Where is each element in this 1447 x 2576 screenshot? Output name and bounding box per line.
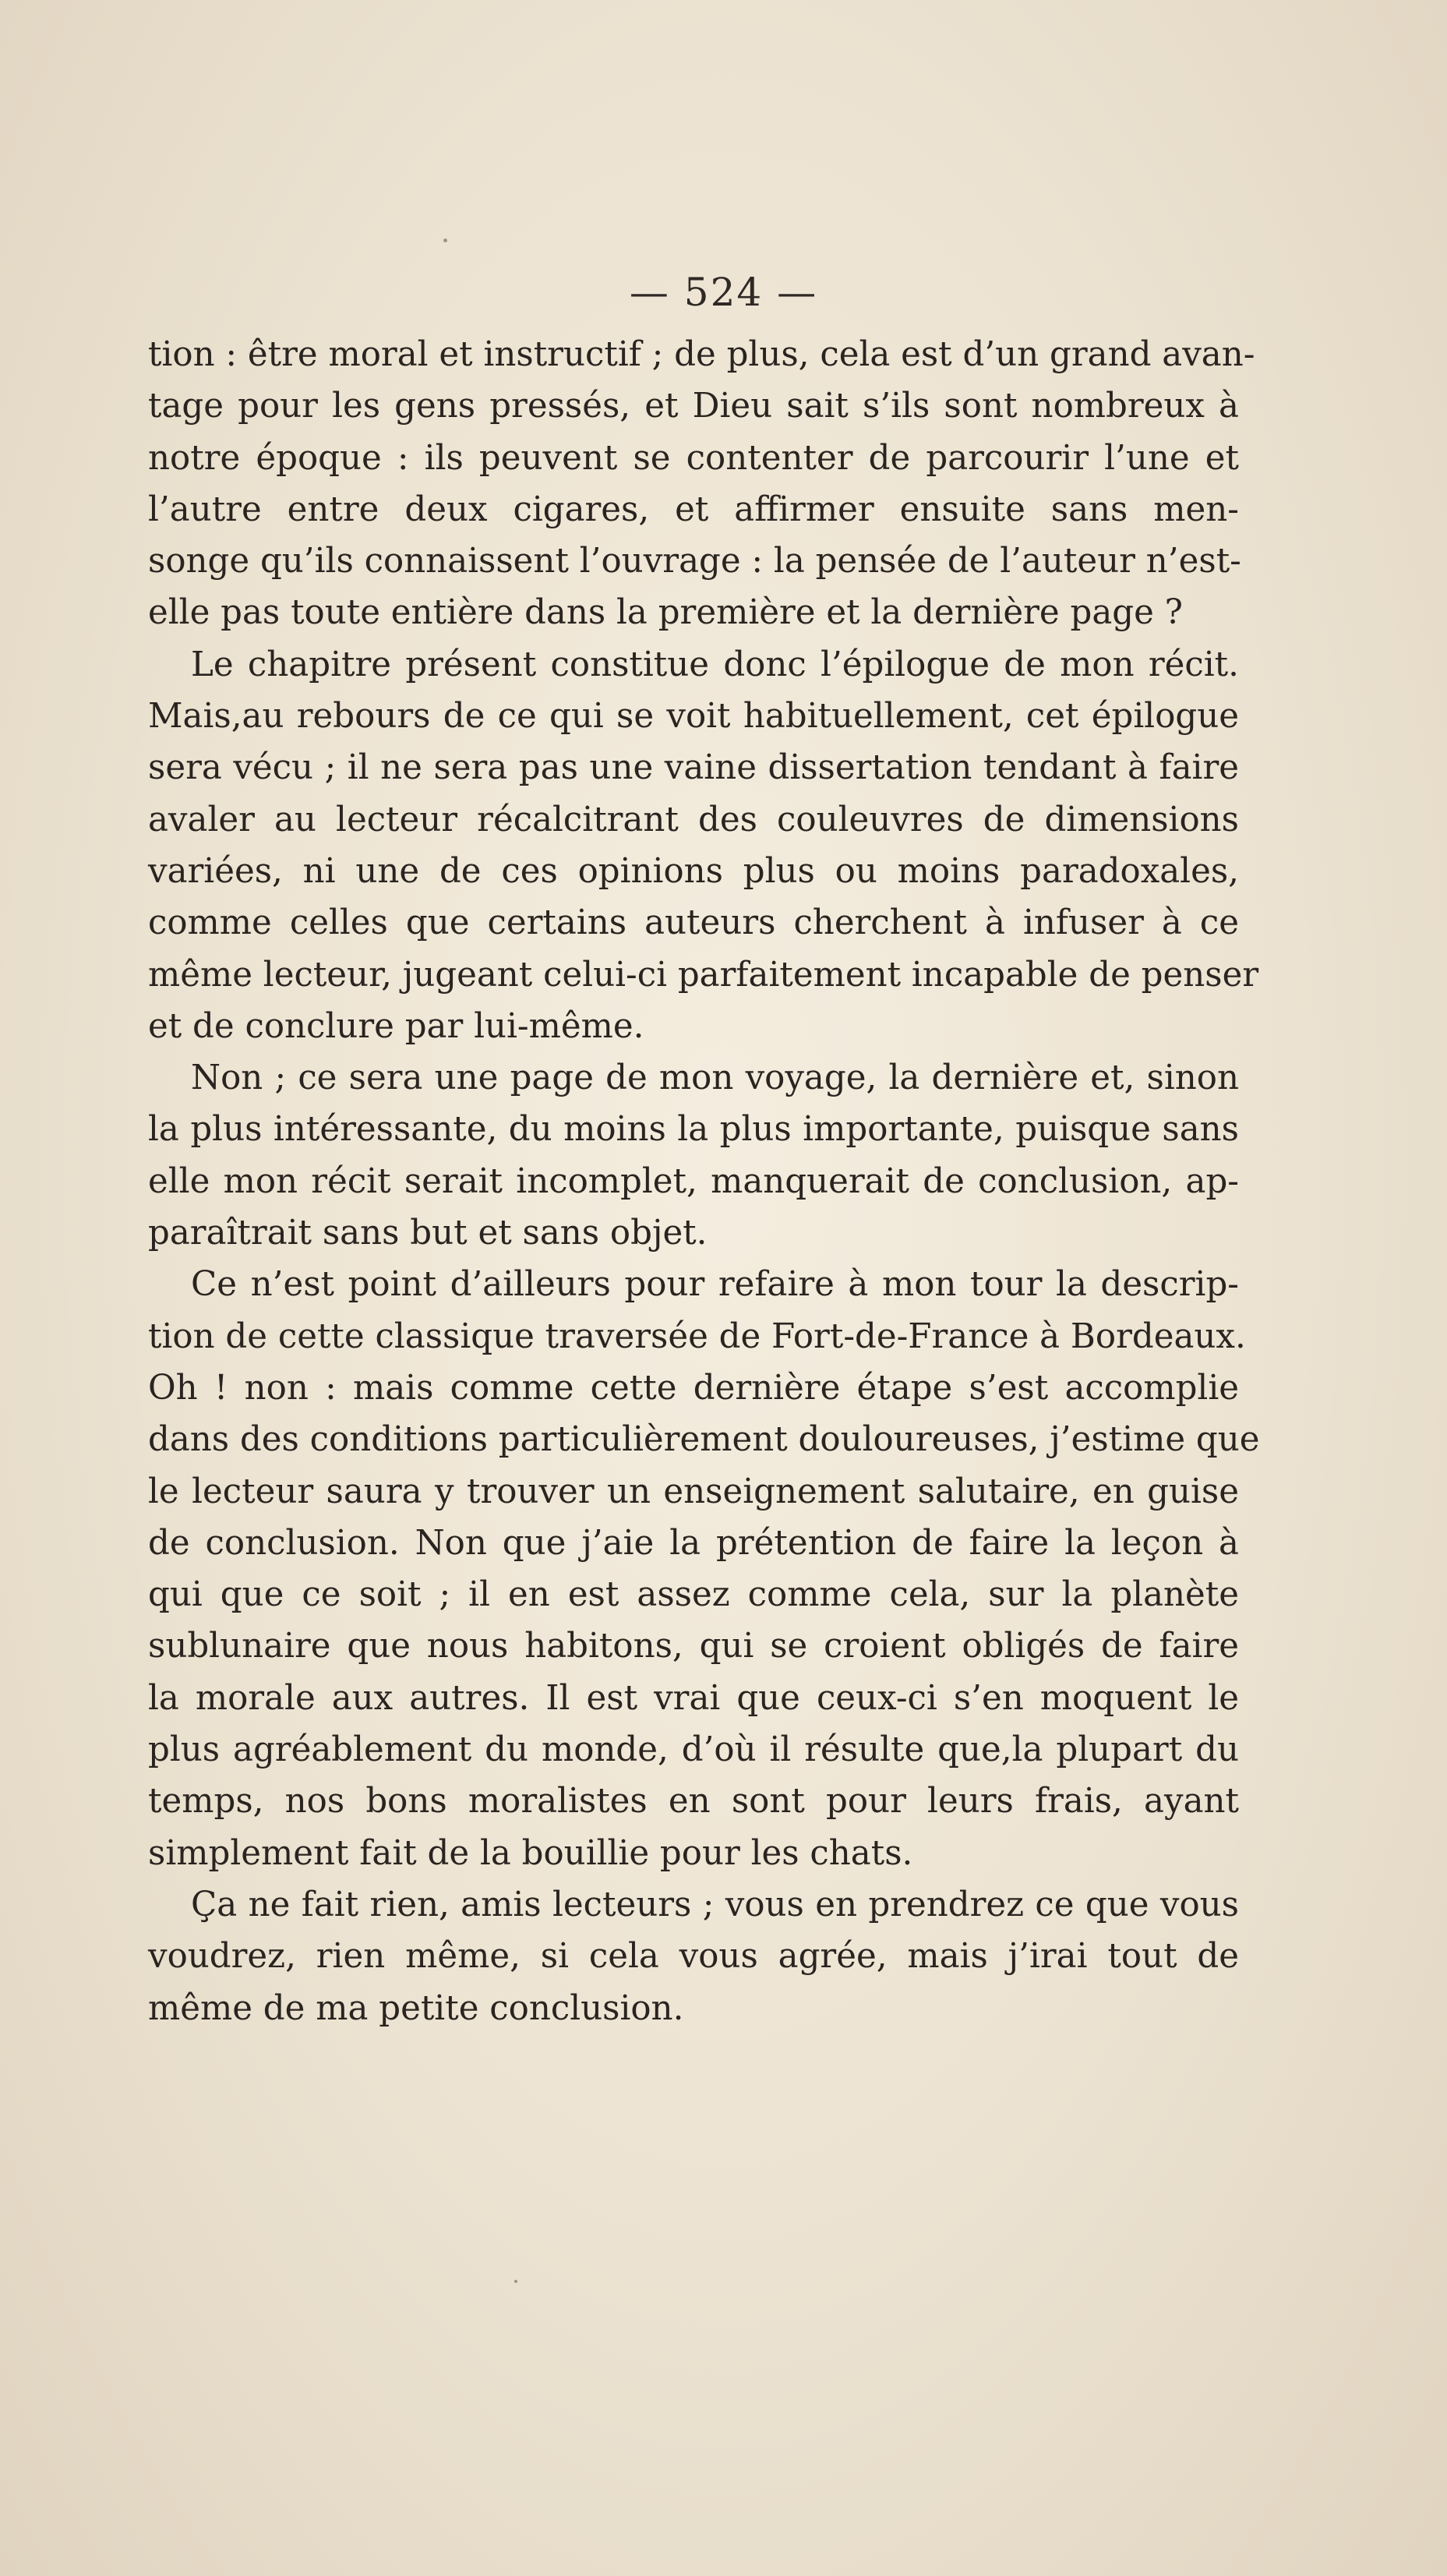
text-line: dans des conditions particulièrement douloureuses, j’estime que (148, 1420, 1260, 1460)
text-line: tion de cette classique traversée de Fort-de-France à Bordeaux. (148, 1316, 1246, 1356)
text-line: notre époque : ils peuvent se contenter de parcourir l’une et (148, 438, 1239, 478)
text-line: Ça ne fait rien, amis lecteurs ; vous en prendrez ce que vous (191, 1885, 1239, 1924)
text-line: la plus intéressante, du moins la plus importante, puisque sans (148, 1110, 1239, 1150)
text-line: Non ; ce sera une page de mon voyage, la dernière et, sinon (191, 1058, 1239, 1098)
text-line: sublunaire que nous habitons, qui se croient obligés de faire (148, 1627, 1239, 1666)
page-number: — 524 — (629, 270, 818, 315)
text-line: voudrez, rien même, si cela vous agrée, mais j’irai tout de (148, 1937, 1239, 1977)
text-line: variées, ni une de ces opinions plus ou moins paradoxales, (148, 851, 1239, 891)
text-line: le lecteur saura y trouver un enseignement salutaire, en guise (148, 1472, 1239, 1511)
text-line: Le chapitre présent constitue donc l’épilogue de mon récit. (191, 645, 1239, 684)
text-line: elle pas toute entière dans la première et la dernière page ? (148, 593, 1184, 633)
text-line: plus agréablement du monde, d’où il résulte que,la plupart du (148, 1730, 1239, 1770)
text-line: simplement fait de la bouillie pour les chats. (148, 1833, 913, 1873)
paragraph (148, 639, 1259, 1052)
text-line: songe qu’ils connaissent l’ouvrage : la pensée de l’auteur n’est- (148, 542, 1241, 581)
text-line: sera vécu ; il ne sera pas une vaine dissertation tendant à faire (148, 748, 1239, 788)
text-line: elle mon récit serait incomplet, manquerait de conclusion, ap- (148, 1161, 1239, 1201)
paper-speck (514, 2280, 517, 2283)
text-line: tion : être moral et instructif ; de plus, cela est d’un grand avan- (148, 335, 1255, 374)
text-line: temps, nos bons moralistes en sont pour leurs frais, ayant (148, 1782, 1239, 1822)
text-line: l’autre entre deux cigares, et affirmer ensuite sans men- (148, 489, 1239, 529)
text-line: de conclusion. Non que j’aie la prétention de faire la leçon à (148, 1523, 1239, 1563)
text-line: et de conclure par lui-même. (148, 1006, 644, 1046)
text-line: tage pour les gens pressés, et Dieu sait s’ils sont nombreux à (148, 387, 1239, 426)
text-line: même de ma petite conclusion. (148, 1988, 684, 2028)
body-text (148, 329, 1260, 2034)
text-line: Ce n’est point d’ailleurs pour refaire à mon tour la descrip- (191, 1265, 1239, 1305)
text-line: paraîtrait sans but et sans objet. (148, 1214, 708, 1253)
text-line: comme celles que certains auteurs cherchent à infuser à ce (148, 903, 1239, 943)
text-line: Oh ! non : mais comme cette dernière étape s’est accomplie (148, 1368, 1239, 1408)
text-line: la morale aux autres. Il est vrai que ceux-ci s’en moquent le (148, 1678, 1239, 1718)
text-line: avaler au lecteur récalcitrant des couleuvres de dimensions (148, 800, 1239, 839)
text-line: même lecteur, jugeant celui-ci parfaitement incapable de penser (148, 955, 1259, 995)
paper-speck (443, 239, 447, 242)
text-line: Mais,au rebours de ce qui se voit habituellement, cet épilogue (148, 697, 1239, 737)
text-line: qui que ce soit ; il en est assez comme cela, sur la planète (148, 1575, 1239, 1615)
paragraph (148, 329, 1255, 639)
paragraph (148, 1259, 1260, 1879)
paragraph (148, 1052, 1239, 1259)
paragraph (148, 1879, 1239, 2034)
